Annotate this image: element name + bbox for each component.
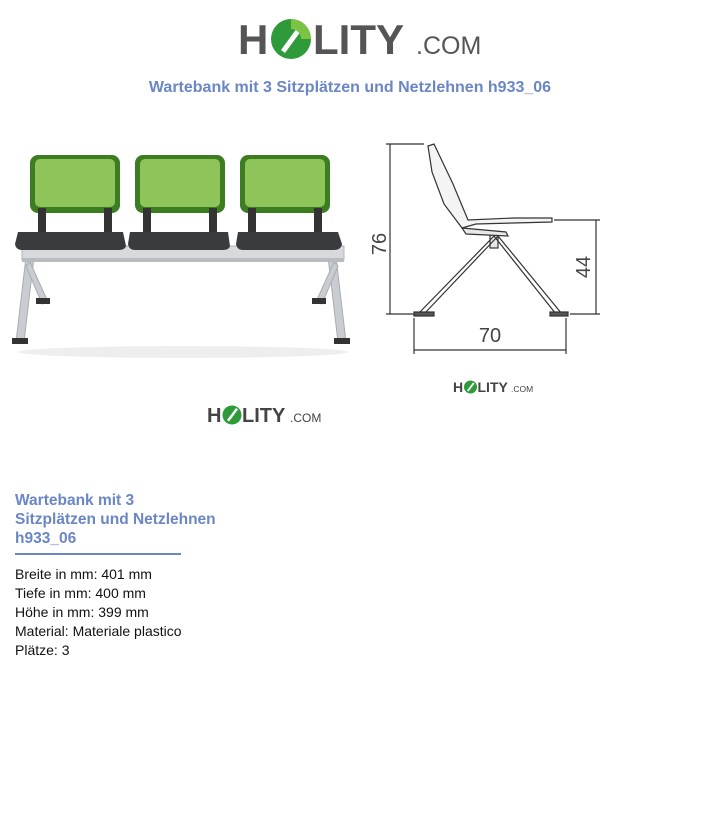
holity-logo-small	[207, 399, 327, 431]
product-heading-line-2: Sitzplätzen und Netzlehnen	[15, 511, 216, 528]
logo-text-h: H	[238, 16, 269, 63]
heading-divider	[15, 553, 181, 555]
side-dimension-drawing	[358, 132, 620, 362]
holity-logo[interactable]	[238, 10, 488, 68]
spec-material: Material: Materiale plastico	[15, 623, 182, 639]
product-heading-line-3: h933_06	[15, 530, 77, 547]
logo-text-lity: LITY	[242, 405, 286, 427]
logo-text-domain: .COM	[290, 411, 322, 425]
product-heading	[15, 491, 245, 548]
logo-text-lity: LITY	[477, 379, 508, 395]
logo-text-domain: .COM	[511, 384, 534, 394]
dimension-height-label: 76	[369, 232, 391, 256]
logo-text-h: H	[453, 379, 464, 395]
product-heading-line-1: Wartebank mit 3	[15, 492, 135, 509]
spec-seats: Plätze: 3	[15, 642, 70, 658]
seat-1	[15, 155, 126, 250]
spec-height: Höhe in mm: 399 mm	[15, 604, 149, 620]
seat-3	[236, 155, 342, 250]
holity-logo-small-drawing	[453, 375, 538, 399]
spec-depth: Tiefe in mm: 400 mm	[15, 585, 146, 601]
dimension-depth-label: 70	[478, 325, 502, 347]
bench-photo	[8, 140, 358, 370]
dimension-seat-height-label: 44	[573, 255, 595, 279]
page-title: Wartebank mit 3 Sitzplätzen und Netzlehnen h933_06	[148, 79, 552, 96]
seat-2	[128, 155, 230, 250]
logo-circle-icon	[271, 19, 311, 59]
logo-text-h: H	[207, 405, 222, 427]
logo-text-domain: .COM	[416, 32, 482, 60]
logo-circle-icon	[464, 381, 477, 394]
product-specs	[15, 565, 182, 660]
spec-width: Breite in mm: 401 mm	[15, 566, 152, 582]
logo-text-lity: LITY	[313, 16, 404, 63]
logo-circle-icon	[223, 406, 242, 425]
